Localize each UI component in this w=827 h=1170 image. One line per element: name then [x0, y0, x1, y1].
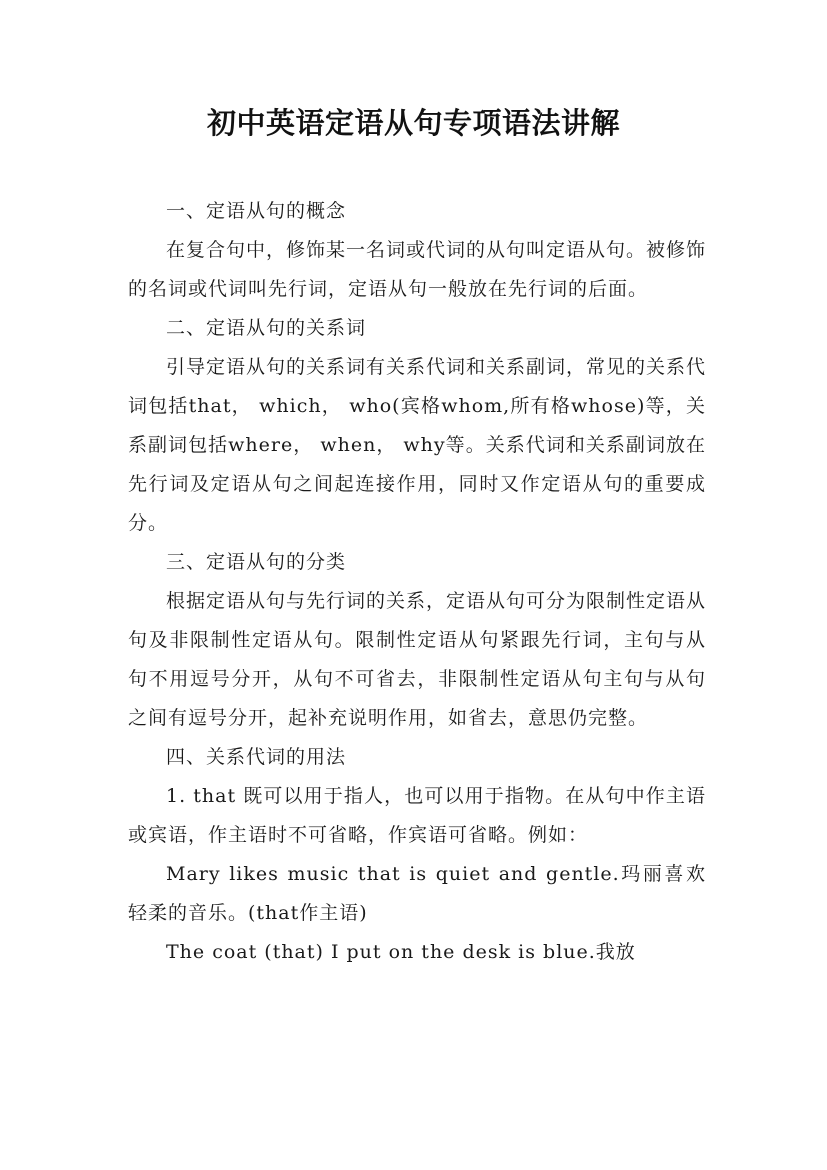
- example-sentence-1: Mary likes music that is quiet and gentle.玛丽喜欢轻柔的音乐。(that作主语): [128, 863, 706, 924]
- paragraph-relative-words: 引导定语从句的关系词有关系代词和关系副词，常见的关系代词包括that， which， who(宾格whom,所有格whose)等，关系副词包括where， when， why等。关系代词和关系副词放在先行词及定语从句之间起连接作用，同时又作定语从句的重要成分。: [128, 356, 707, 534]
- example-sentence-2: The coat (that) I put on the desk is blue.我放: [166, 941, 636, 963]
- paragraph-that-usage: 1. that 既可以用于指人，也可以用于指物。在从句中作主语或宾语，作主语时不可省略，作宾语可省略。例如：: [128, 785, 706, 846]
- document-body: [128, 192, 706, 972]
- section-heading-relative-words: 二、定语从句的关系词: [166, 317, 367, 339]
- section-heading-relative-pronoun-usage: 四、关系代词的用法: [166, 746, 347, 768]
- section-heading-concept: 一、定语从句的概念: [166, 200, 347, 222]
- paragraph-classification: 根据定语从句与先行词的关系，定语从句可分为限制性定语从句及非限制性定语从句。限制性定语从句紧跟先行词，主句与从句不用逗号分开，从句不可省去，非限制性定语从句主句与从句之间有逗号分开，起补充说明作用，如省去，意思仍完整。: [128, 590, 707, 729]
- document-title: 初中英语定语从句专项语法讲解: [206, 106, 620, 140]
- paragraph-concept: 在复合句中，修饰某一名词或代词的从句叫定语从句。被修饰的名词或代词叫先行词，定语从句一般放在先行词的后面。: [128, 239, 707, 300]
- section-heading-classification: 三、定语从句的分类: [166, 551, 347, 573]
